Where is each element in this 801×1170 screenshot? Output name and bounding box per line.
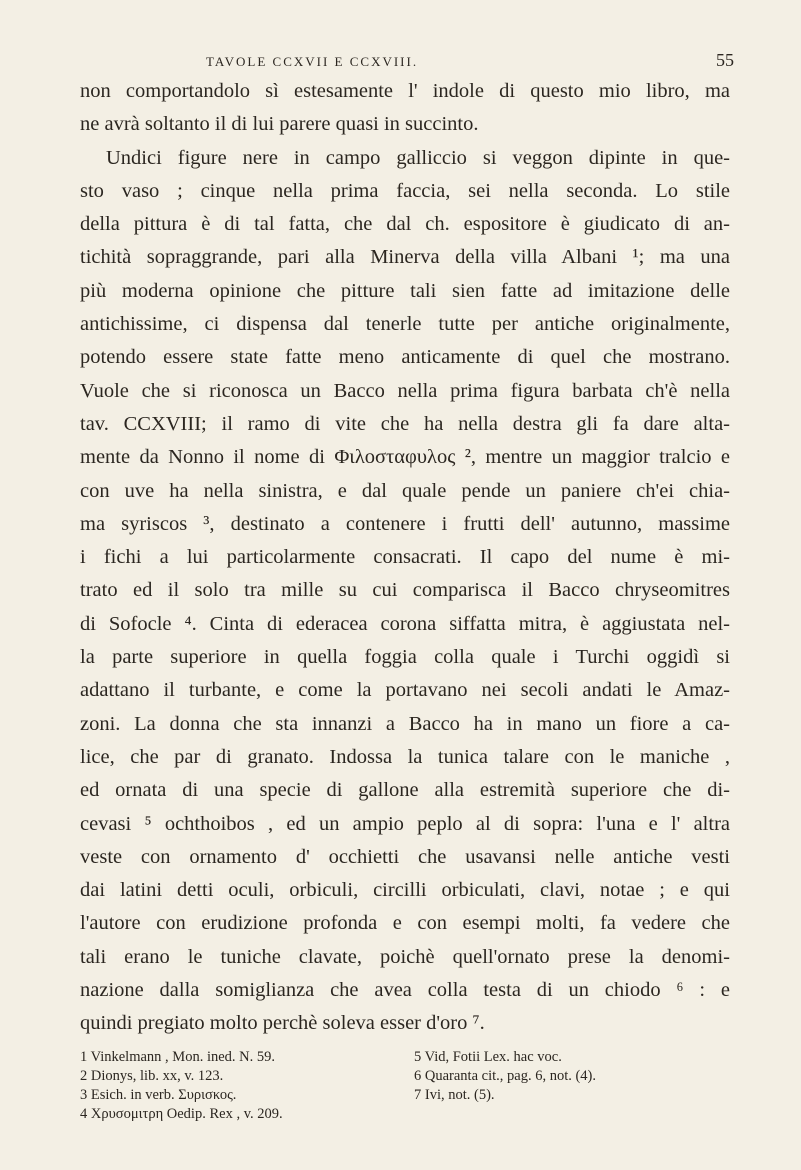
running-title: TAVOLE CCXVII E CCXVIII.: [206, 54, 419, 69]
footnote: 5 Vid, Fotii Lex. hac voc.: [414, 1049, 562, 1065]
text-line: trato ed il solo tra mille su cui comparisca il Bacco chryseomitres: [80, 579, 730, 602]
text-line: ne avrà soltanto il di lui parere quasi in succinto.: [80, 113, 479, 136]
footnote: 2 Dionys, lib. xx, v. 123.: [80, 1068, 224, 1084]
text-line: cevasi ⁵ ochthoibos , ed un ampio peplo al di sopra: l'una e l' altra: [80, 812, 730, 835]
text-line: tichità sopraggrande, pari alla Minerva della villa Albani ¹; ma una: [80, 246, 730, 269]
footnote: 4 Χρυσομιτρη Oedip. Rex , v. 209.: [80, 1106, 283, 1122]
text-line: tali erano le tuniche clavate, poichè quell'ornato prese la denomi-: [80, 945, 730, 968]
text-line: più moderna opinione che pitture tali sien fatte ad imitazione delle: [80, 279, 730, 302]
footnote: 6 Quaranta cit., pag. 6, not. (4).: [414, 1068, 597, 1084]
body-text: [80, 75, 730, 1041]
text-line: nazione dalla somiglianza che avea colla testa di un chiodo ⁶ : e: [80, 979, 730, 1002]
text-line: di Sofocle ⁴. Cinta di ederacea corona siffatta mitra, è aggiustata nel-: [80, 612, 730, 635]
text-line: ed ornata di una specie di gallone alla estremità superiore che di-: [80, 779, 730, 802]
footnotes-right-column: [414, 1048, 744, 1105]
text-line: tav. CCXVIII; il ramo di vite che ha nella destra gli fa dare alta-: [80, 412, 730, 435]
footnote: 1 Vinkelmann , Mon. ined. N. 59.: [80, 1049, 275, 1065]
text-line: mente da Nonno il nome di Φιλοσταφυλος ², mentre un maggior tralcio e: [80, 446, 730, 469]
text-line: della pittura è di tal fatta, che dal ch. espositore è giudicato di an-: [80, 213, 730, 236]
text-line: i fichi a lui particolarmente consacrati. Il capo del nume è mi-: [80, 546, 730, 569]
footnote: 3 Esich. in verb. Συρισκος.: [80, 1087, 237, 1103]
text-line: dai latini detti oculi, orbiculi, circilli orbiculati, clavi, notae ; e qui: [80, 879, 730, 902]
text-line: non comportandolo sì estesamente l' indole di questo mio libro, ma: [80, 80, 730, 102]
page-number: 55: [716, 50, 734, 70]
text-line: potendo essere state fatte meno anticamente di quel che mostrano.: [80, 346, 730, 369]
text-line: con uve ha nella sinistra, e dal quale pende un paniere ch'ei chia-: [80, 479, 730, 502]
text-line: quindi pregiato molto perchè soleva esser d'oro ⁷.: [80, 1012, 485, 1035]
text-line: adattano il turbante, e come la portavano nei secoli andati le Amaz-: [80, 679, 730, 702]
text-line: ma syriscos ³, destinato a contenere i frutti dell' autunno, massime: [80, 512, 730, 535]
footnote: 7 Ivi, not. (5).: [414, 1087, 495, 1103]
text-line: lice, che par di granato. Indossa la tunica talare con le maniche ,: [80, 745, 730, 768]
text-line: sto vaso ; cinque nella prima faccia, sei nella seconda. Lo stile: [80, 179, 730, 202]
footnotes-left-column: [80, 1048, 410, 1124]
text-line: l'autore con erudizione profonda e con esempi molti, fa vedere che: [80, 912, 730, 935]
text-line: veste con ornamento d' occhietti che usavansi nelle antiche vesti: [80, 845, 730, 868]
text-line: antichissime, ci dispensa dal tenerle tutte per antiche originalmente,: [80, 313, 730, 336]
text-line: Vuole che si riconosca un Bacco nella prima figura barbata ch'è nella: [80, 379, 730, 402]
text-line: la parte superiore in quella foggia colla quale i Turchi oggidì si: [80, 646, 730, 669]
text-line: zoni. La donna che sta innanzi a Bacco ha in mano un fiore a ca-: [80, 712, 730, 735]
text-line: Undici figure nere in campo galliccio si veggon dipinte in que-: [106, 146, 730, 169]
